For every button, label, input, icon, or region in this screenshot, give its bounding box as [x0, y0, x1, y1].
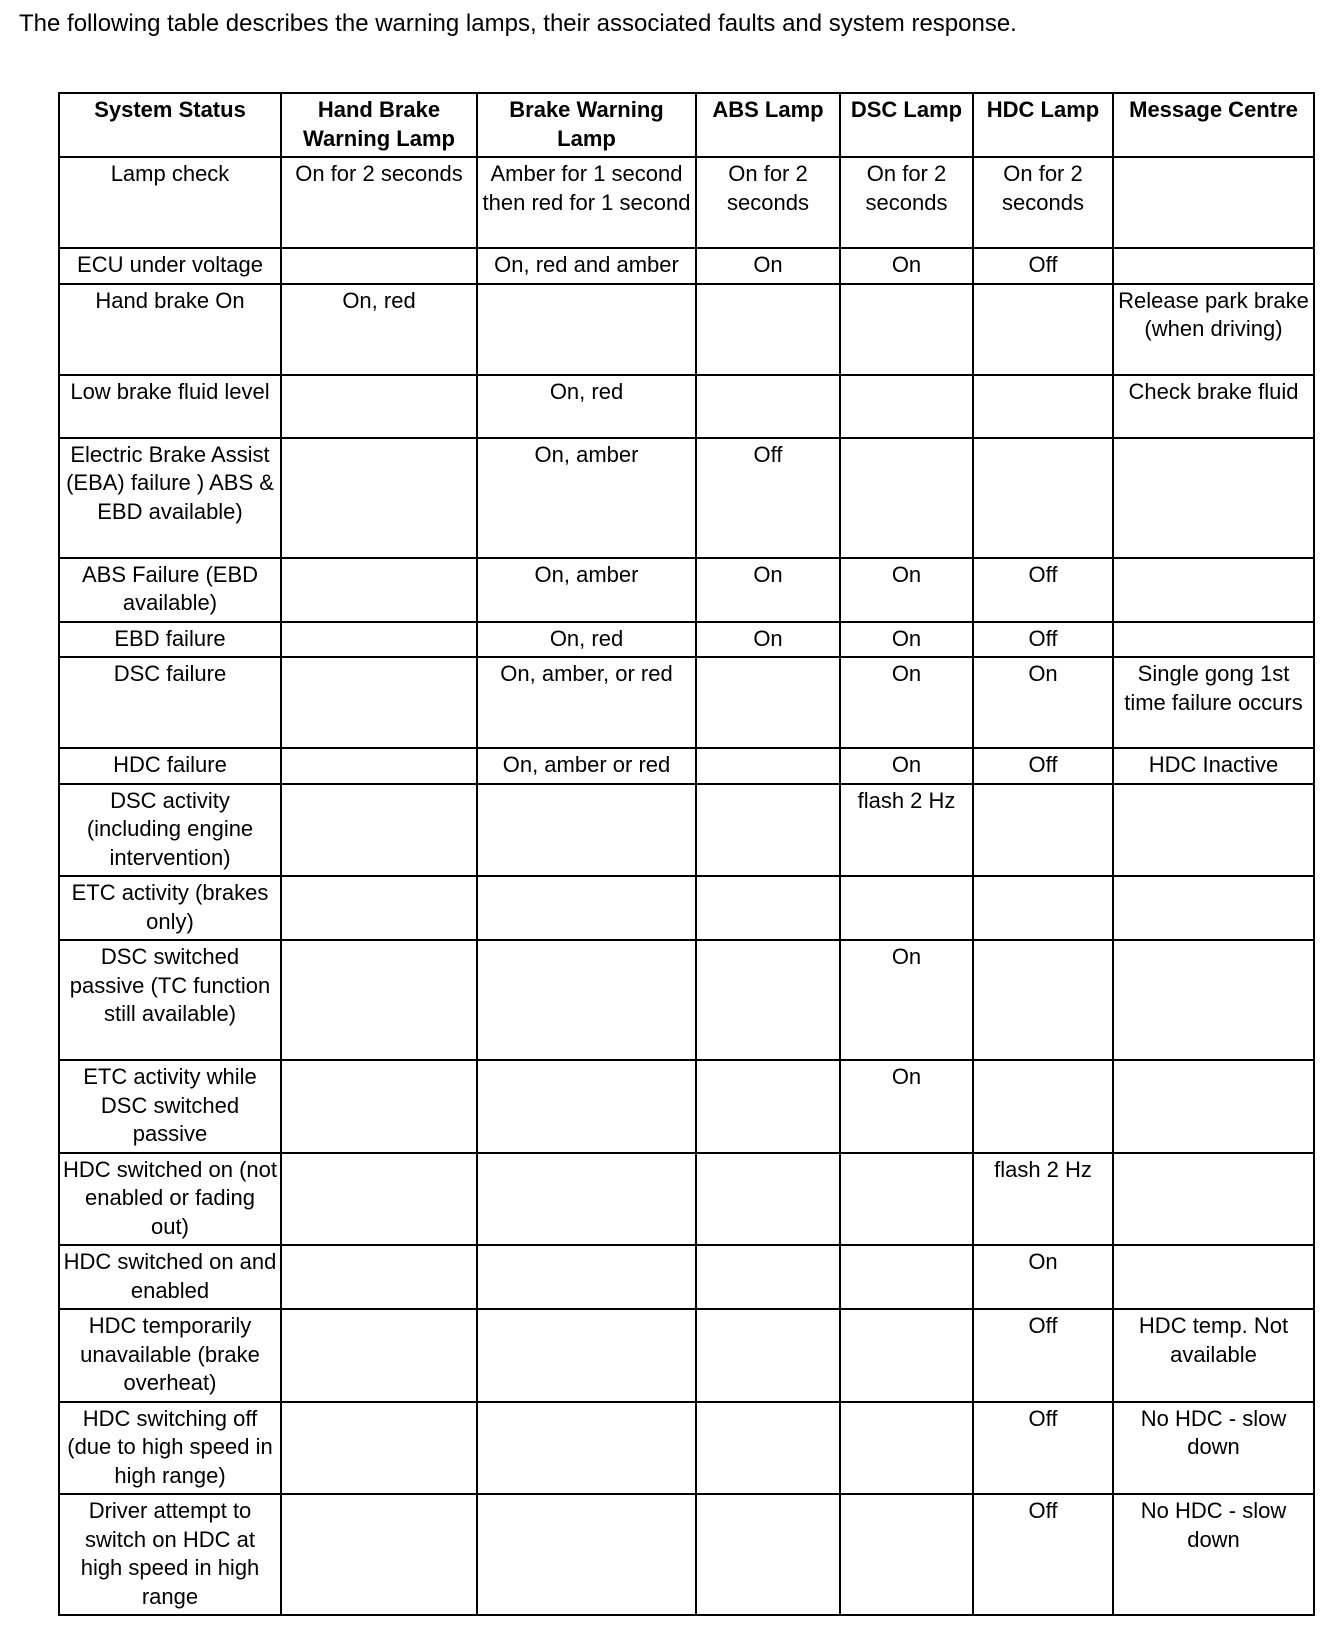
- cell-brake-warning-lamp: [477, 1060, 696, 1153]
- header-hdc-lamp: HDC Lamp: [973, 93, 1113, 157]
- table-row: [59, 1153, 1314, 1246]
- cell-system-status: ECU under voltage: [59, 248, 281, 284]
- cell-dsc-lamp: [840, 1309, 973, 1402]
- cell-message-centre: [1113, 438, 1314, 558]
- cell-hand-brake-warning-lamp: On, red: [281, 284, 477, 375]
- cell-system-status: Hand brake On: [59, 284, 281, 375]
- cell-abs-lamp: [696, 284, 840, 375]
- table-row: [59, 1309, 1314, 1402]
- cell-hand-brake-warning-lamp: [281, 375, 477, 438]
- cell-hdc-lamp: Off: [973, 248, 1113, 284]
- cell-abs-lamp: Off: [696, 438, 840, 558]
- cell-system-status: HDC switched on and enabled: [59, 1245, 281, 1309]
- cell-system-status: Low brake fluid level: [59, 375, 281, 438]
- cell-system-status: Driver attempt to switch on HDC at high speed in high range: [59, 1494, 281, 1615]
- cell-brake-warning-lamp: Amber for 1 second then red for 1 second: [477, 157, 696, 248]
- cell-message-centre: [1113, 248, 1314, 284]
- cell-message-centre: Single gong 1st time failure occurs: [1113, 657, 1314, 748]
- table-row: [59, 248, 1314, 284]
- cell-message-centre: [1113, 876, 1314, 940]
- cell-brake-warning-lamp: [477, 1153, 696, 1246]
- cell-abs-lamp: On: [696, 558, 840, 622]
- cell-hdc-lamp: On: [973, 657, 1113, 748]
- cell-abs-lamp: [696, 657, 840, 748]
- cell-abs-lamp: [696, 784, 840, 877]
- cell-abs-lamp: [696, 876, 840, 940]
- cell-dsc-lamp: [840, 1402, 973, 1495]
- cell-hdc-lamp: On: [973, 1245, 1113, 1309]
- cell-hand-brake-warning-lamp: [281, 748, 477, 784]
- cell-dsc-lamp: flash 2 Hz: [840, 784, 973, 877]
- cell-system-status: Lamp check: [59, 157, 281, 248]
- cell-brake-warning-lamp: On, red and amber: [477, 248, 696, 284]
- cell-message-centre: [1113, 1153, 1314, 1246]
- cell-system-status: DSC switched passive (TC function still available): [59, 940, 281, 1060]
- cell-dsc-lamp: On for 2 seconds: [840, 157, 973, 248]
- cell-hand-brake-warning-lamp: [281, 1309, 477, 1402]
- cell-abs-lamp: On for 2 seconds: [696, 157, 840, 248]
- cell-abs-lamp: [696, 1153, 840, 1246]
- cell-brake-warning-lamp: [477, 784, 696, 877]
- cell-hdc-lamp: [973, 284, 1113, 375]
- cell-brake-warning-lamp: On, amber or red: [477, 748, 696, 784]
- header-dsc-lamp: DSC Lamp: [840, 93, 973, 157]
- cell-dsc-lamp: On: [840, 748, 973, 784]
- cell-brake-warning-lamp: [477, 940, 696, 1060]
- cell-brake-warning-lamp: [477, 1245, 696, 1309]
- cell-system-status: DSC activity (including engine intervention): [59, 784, 281, 877]
- table-row: [59, 157, 1314, 248]
- cell-message-centre: [1113, 940, 1314, 1060]
- table-row: [59, 622, 1314, 658]
- cell-message-centre: [1113, 157, 1314, 248]
- cell-hand-brake-warning-lamp: [281, 248, 477, 284]
- cell-dsc-lamp: On: [840, 657, 973, 748]
- cell-abs-lamp: [696, 1245, 840, 1309]
- cell-abs-lamp: [696, 940, 840, 1060]
- warning-lamp-table: [58, 92, 1315, 1616]
- table-row: [59, 784, 1314, 877]
- cell-hand-brake-warning-lamp: [281, 558, 477, 622]
- cell-hand-brake-warning-lamp: [281, 438, 477, 558]
- cell-system-status: EBD failure: [59, 622, 281, 658]
- table-row: [59, 1494, 1314, 1615]
- cell-system-status: HDC switched on (not enabled or fading out): [59, 1153, 281, 1246]
- cell-system-status: HDC failure: [59, 748, 281, 784]
- cell-abs-lamp: On: [696, 248, 840, 284]
- cell-dsc-lamp: On: [840, 558, 973, 622]
- table-row: [59, 438, 1314, 558]
- cell-system-status: ETC activity while DSC switched passive: [59, 1060, 281, 1153]
- table-row: [59, 940, 1314, 1060]
- cell-system-status: ABS Failure (EBD available): [59, 558, 281, 622]
- cell-dsc-lamp: [840, 284, 973, 375]
- cell-abs-lamp: [696, 1060, 840, 1153]
- cell-hdc-lamp: On for 2 seconds: [973, 157, 1113, 248]
- cell-brake-warning-lamp: On, red: [477, 375, 696, 438]
- cell-dsc-lamp: [840, 1153, 973, 1246]
- cell-hand-brake-warning-lamp: [281, 1153, 477, 1246]
- cell-dsc-lamp: [840, 438, 973, 558]
- cell-hdc-lamp: [973, 940, 1113, 1060]
- header-hand-brake-warning-lamp: Hand Brake Warning Lamp: [281, 93, 477, 157]
- cell-message-centre: No HDC - slow down: [1113, 1494, 1314, 1615]
- cell-hdc-lamp: [973, 1060, 1113, 1153]
- cell-dsc-lamp: [840, 1494, 973, 1615]
- cell-system-status: DSC failure: [59, 657, 281, 748]
- cell-hand-brake-warning-lamp: [281, 876, 477, 940]
- table-row: [59, 1245, 1314, 1309]
- header-message-centre: Message Centre: [1113, 93, 1314, 157]
- table-row: [59, 657, 1314, 748]
- cell-message-centre: No HDC - slow down: [1113, 1402, 1314, 1495]
- header-brake-warning-lamp: Brake Warning Lamp: [477, 93, 696, 157]
- cell-system-status: HDC switching off (due to high speed in high range): [59, 1402, 281, 1495]
- cell-dsc-lamp: [840, 1245, 973, 1309]
- cell-hand-brake-warning-lamp: [281, 940, 477, 1060]
- cell-hdc-lamp: [973, 784, 1113, 877]
- cell-hdc-lamp: [973, 876, 1113, 940]
- cell-hand-brake-warning-lamp: [281, 1494, 477, 1615]
- table-row: [59, 284, 1314, 375]
- cell-hdc-lamp: Off: [973, 1494, 1113, 1615]
- cell-brake-warning-lamp: On, red: [477, 622, 696, 658]
- cell-brake-warning-lamp: [477, 1402, 696, 1495]
- table-row: [59, 876, 1314, 940]
- header-row: [59, 93, 1314, 157]
- cell-brake-warning-lamp: [477, 1309, 696, 1402]
- cell-hand-brake-warning-lamp: [281, 622, 477, 658]
- cell-brake-warning-lamp: [477, 1494, 696, 1615]
- cell-hand-brake-warning-lamp: [281, 1245, 477, 1309]
- intro-text: The following table describes the warning lamps, their associated faults and system response.: [19, 10, 1017, 37]
- cell-brake-warning-lamp: On, amber: [477, 558, 696, 622]
- cell-hdc-lamp: [973, 375, 1113, 438]
- cell-dsc-lamp: On: [840, 622, 973, 658]
- cell-system-status: Electric Brake Assist (EBA) failure ) ABS & EBD available): [59, 438, 281, 558]
- cell-brake-warning-lamp: [477, 284, 696, 375]
- cell-hdc-lamp: Off: [973, 748, 1113, 784]
- cell-hdc-lamp: Off: [973, 622, 1113, 658]
- cell-hand-brake-warning-lamp: [281, 784, 477, 877]
- cell-brake-warning-lamp: On, amber: [477, 438, 696, 558]
- cell-abs-lamp: [696, 375, 840, 438]
- cell-brake-warning-lamp: On, amber, or red: [477, 657, 696, 748]
- cell-hdc-lamp: Off: [973, 1402, 1113, 1495]
- cell-message-centre: [1113, 622, 1314, 658]
- table-row: [59, 558, 1314, 622]
- cell-dsc-lamp: On: [840, 940, 973, 1060]
- cell-dsc-lamp: On: [840, 1060, 973, 1153]
- cell-message-centre: [1113, 558, 1314, 622]
- cell-system-status: HDC temporarily unavailable (brake overheat): [59, 1309, 281, 1402]
- cell-dsc-lamp: [840, 876, 973, 940]
- cell-message-centre: [1113, 784, 1314, 877]
- cell-abs-lamp: On: [696, 622, 840, 658]
- table-row: [59, 748, 1314, 784]
- cell-message-centre: Check brake fluid: [1113, 375, 1314, 438]
- cell-message-centre: HDC temp. Not available: [1113, 1309, 1314, 1402]
- cell-hdc-lamp: Off: [973, 1309, 1113, 1402]
- cell-hdc-lamp: Off: [973, 558, 1113, 622]
- cell-hdc-lamp: [973, 438, 1113, 558]
- cell-hand-brake-warning-lamp: [281, 1060, 477, 1153]
- cell-hand-brake-warning-lamp: [281, 657, 477, 748]
- cell-message-centre: [1113, 1060, 1314, 1153]
- cell-hdc-lamp: flash 2 Hz: [973, 1153, 1113, 1246]
- cell-dsc-lamp: [840, 375, 973, 438]
- cell-hand-brake-warning-lamp: [281, 1402, 477, 1495]
- cell-message-centre: HDC Inactive: [1113, 748, 1314, 784]
- cell-abs-lamp: [696, 748, 840, 784]
- cell-hand-brake-warning-lamp: On for 2 seconds: [281, 157, 477, 248]
- cell-brake-warning-lamp: [477, 876, 696, 940]
- cell-abs-lamp: [696, 1402, 840, 1495]
- table-row: [59, 375, 1314, 438]
- cell-abs-lamp: [696, 1309, 840, 1402]
- cell-abs-lamp: [696, 1494, 840, 1615]
- header-system-status: System Status: [59, 93, 281, 157]
- cell-dsc-lamp: On: [840, 248, 973, 284]
- cell-message-centre: [1113, 1245, 1314, 1309]
- table-row: [59, 1060, 1314, 1153]
- cell-message-centre: Release park brake (when driving): [1113, 284, 1314, 375]
- header-abs-lamp: ABS Lamp: [696, 93, 840, 157]
- cell-system-status: ETC activity (brakes only): [59, 876, 281, 940]
- table-row: [59, 1402, 1314, 1495]
